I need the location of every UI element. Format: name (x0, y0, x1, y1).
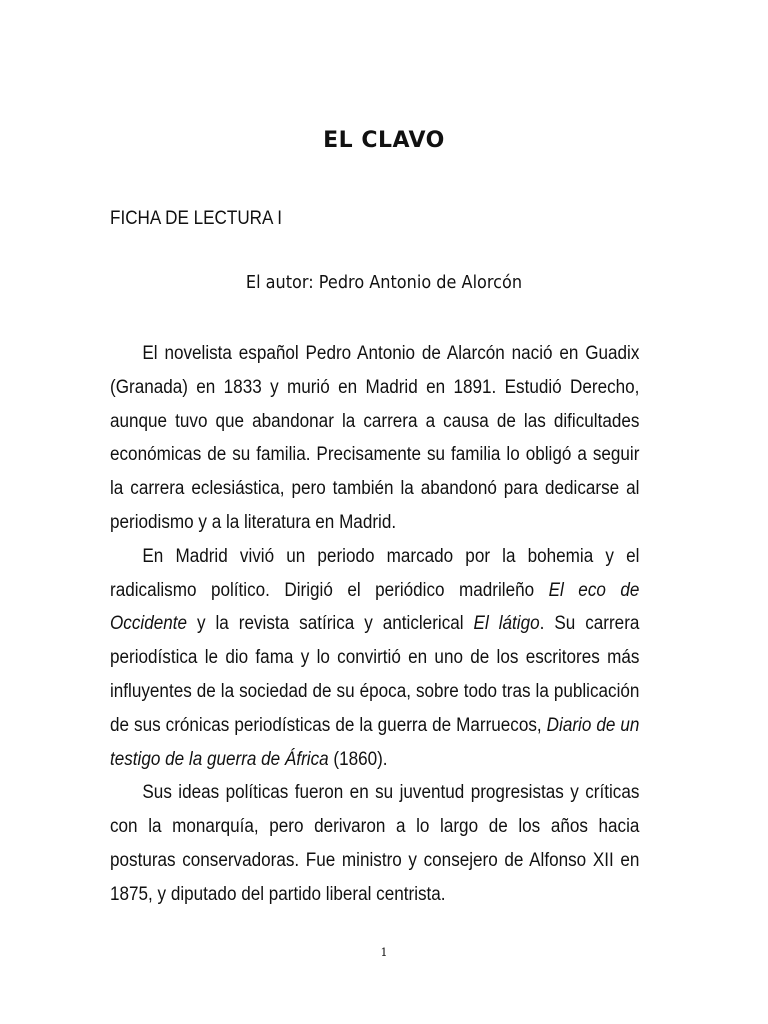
text-segment: En Madrid vivió un periodo marcado por la bohemia y el radicalismo político. Dirigió el periódico madrileño (110, 545, 640, 601)
page-number: 1 (380, 946, 388, 959)
document-title: EL CLAVO (323, 128, 445, 153)
paragraph-1 (110, 337, 639, 540)
section-heading: FICHA DE LECTURA I (110, 208, 282, 229)
book-title: Diario de un testigo de la guerra de África (110, 714, 640, 770)
text-segment: Sus ideas políticas fueron en su juventud progresistas y críticas con la monarquía, pero derivaron a lo largo de los años hacia posturas conservadoras. Fue ministro y consejero de Alfonso XII en 1875, y diputado del partido liberal centrista. (110, 782, 640, 905)
text-segment: y la revista satírica y anticlerical (186, 613, 474, 635)
body-text (110, 337, 639, 912)
paragraph-3 (110, 776, 639, 911)
paragraph-2 (110, 540, 639, 777)
text-segment: (1860). (328, 748, 388, 770)
periodical-title: El eco de Occidente (110, 579, 640, 635)
text-segment: . Su carrera periodística le dio fama y lo convirtió en uno de los escritores más influyentes de la sociedad de su época, sobre todo tras la publicación de sus crónicas periodísticas de la guerra de Marruecos, (110, 613, 640, 736)
magazine-title: El látigo (473, 613, 540, 635)
text-segment: El novelista español Pedro Antonio de Alarcón nació en Guadix (Granada) en 1833 y murió en Madrid en 1891. Estudió Derecho, aunque tuvo que abandonar la carrera a causa de las dificultades económicas de su familia. Precisamente su familia lo obligó a seguir la carrera eclesiástica, pero también la abandonó para dedicarse al periodismo y a la literatura en Madrid. (110, 343, 640, 533)
author-subtitle: El autor: Pedro Antonio de Alorcón (245, 273, 523, 293)
